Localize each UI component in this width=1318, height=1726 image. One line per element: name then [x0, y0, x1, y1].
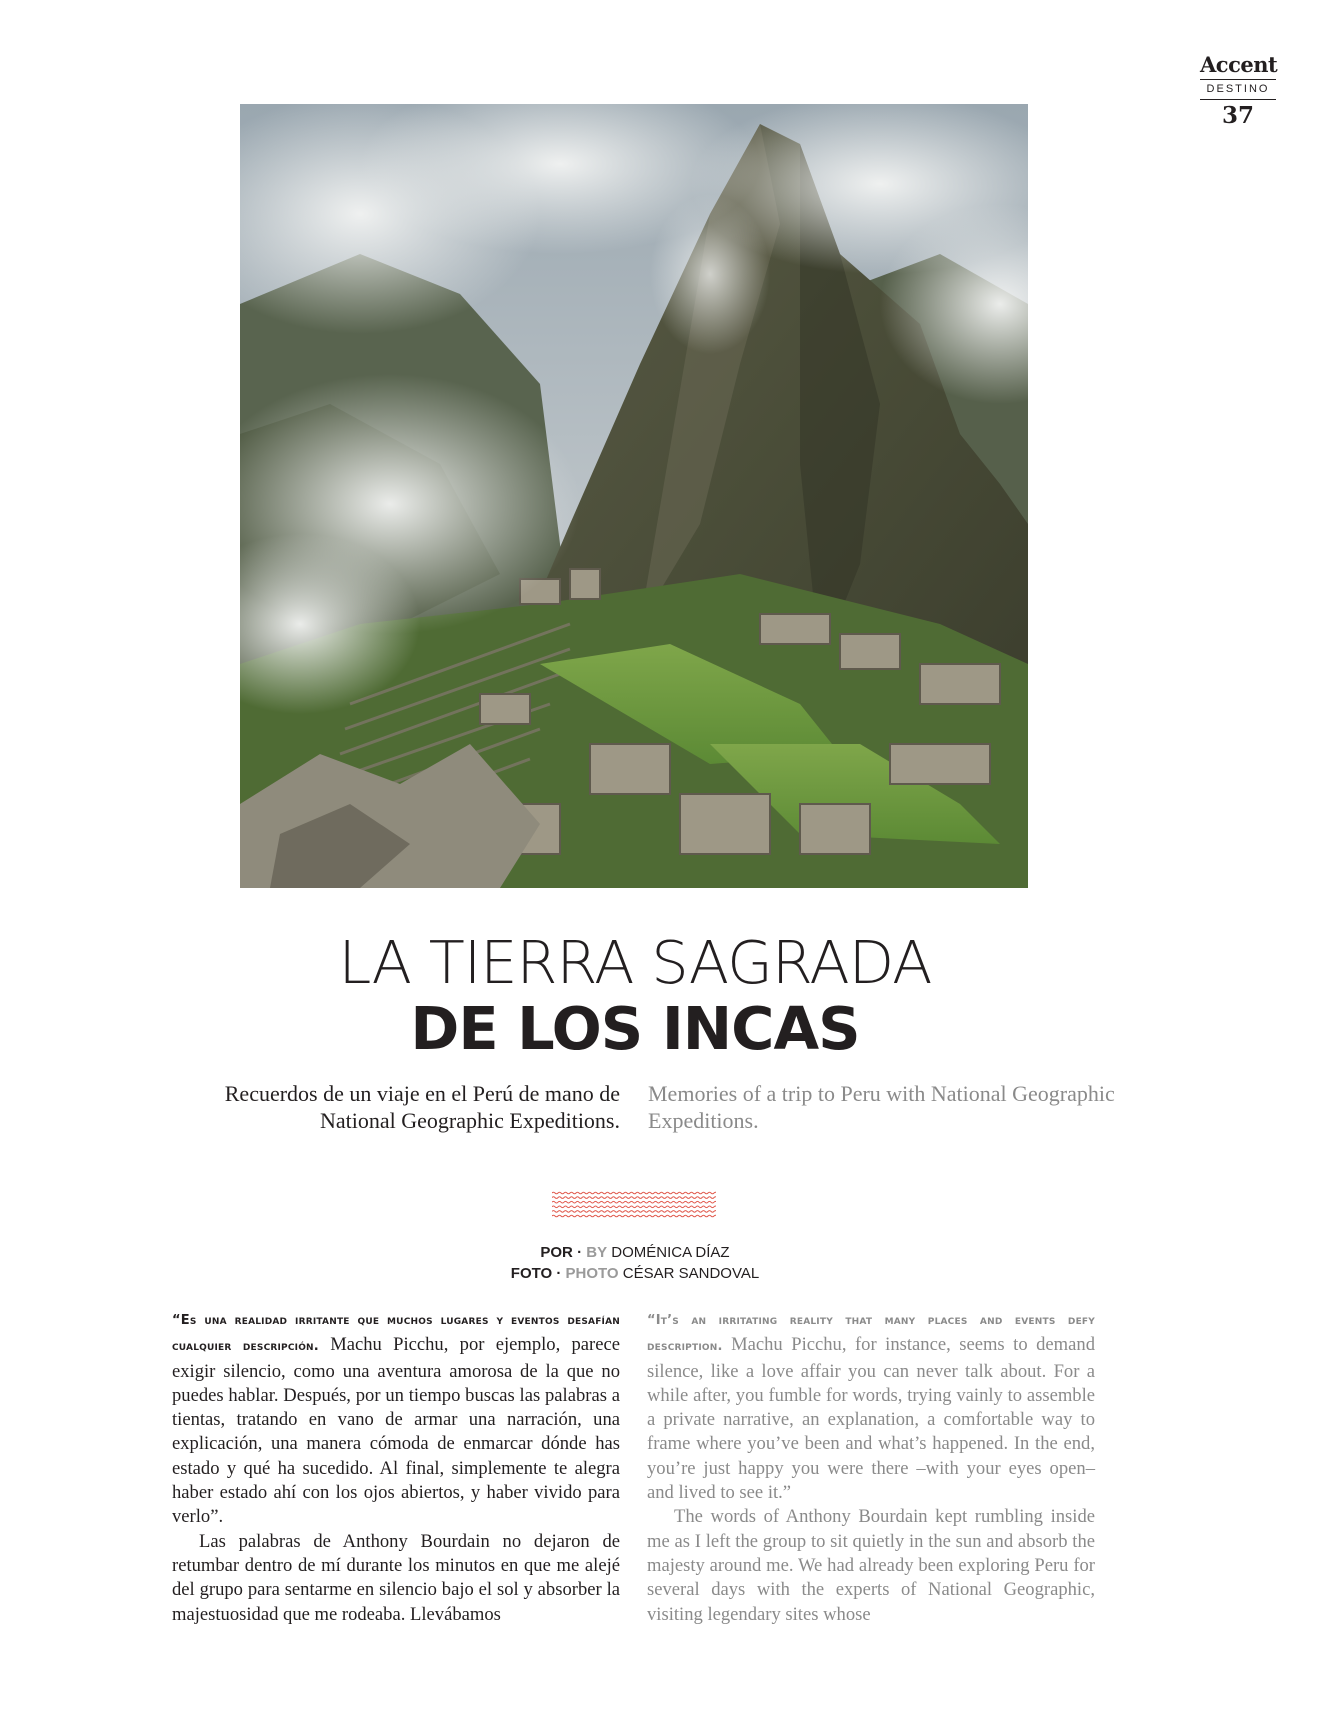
- separator: ·: [556, 1265, 562, 1282]
- credits: [0, 1242, 1270, 1284]
- author-name: DOMÉNICA DÍAZ: [611, 1244, 730, 1261]
- masthead: [1200, 52, 1276, 131]
- wave-line: [552, 1215, 716, 1217]
- paragraph: [647, 1307, 1095, 1505]
- title-line-2: DE LOS INCAS: [410, 994, 860, 1063]
- paragraph: The words of Anthony Bourdain kept rumbling inside me as I left the group to sit quietly in the sun and absorb the majesty around me. We had already been exploring Peru for several days with the experts of National Geographic, visiting legendary sites whose: [647, 1506, 1095, 1625]
- body-column-spanish: [172, 1307, 620, 1627]
- article-title: [0, 930, 1270, 1062]
- wave-line: [552, 1211, 716, 1213]
- wave-line: [552, 1206, 716, 1208]
- wave-line: [552, 1197, 716, 1199]
- hero-photo: [240, 104, 1028, 888]
- subtitle-english: Memories of a trip to Peru with National Geographic Expeditions.: [648, 1081, 1115, 1133]
- masthead-rule: [1200, 79, 1276, 80]
- photographer-name: CÉSAR SANDOVAL: [622, 1265, 760, 1282]
- wave-line: [552, 1201, 716, 1203]
- paragraph-text: Machu Picchu, for instance, seems to demand silence, like a love affair you can never talk about. For a while after, you fumble for words, trying vainly to assemble a private narrative, an explanation, a comfortable way to frame where you’ve been and what’s happened. In the end, you’re just happy you were there –with your eyes open– and lived to see it.”: [647, 1334, 1095, 1504]
- body-column-english: [647, 1307, 1095, 1627]
- by-label-en: BY: [586, 1244, 608, 1261]
- wave-ornament: [552, 1190, 716, 1220]
- photo-label-es: FOTO: [510, 1265, 553, 1282]
- title-line-1: LA TIERRA SAGRADA: [338, 928, 932, 997]
- lead-in: “It’s an irritating reality that many places and events defy description.: [647, 1313, 1095, 1355]
- machu-picchu-photo: [240, 104, 1028, 888]
- section-label: DESTINO: [1206, 83, 1270, 95]
- by-label-es: POR: [540, 1244, 573, 1261]
- photo-credit: [0, 1263, 1270, 1284]
- photo-label-en: PHOTO: [565, 1265, 619, 1282]
- paragraph: [172, 1307, 620, 1530]
- paragraph-text: Machu Picchu, por ejemplo, parece exigir silencio, como una aventura amorosa de la que no puedes hablar. Después, por un tiempo buscas las palabras a tientas, tratando en vano de armar una narración, una explicación, una manera cómoda de enmarcar dónde has estado y qué ha sucedido. Al final, simplemente te alegra haber estado ahí con los ojos abiertos, y haber vivido para verlo”.: [172, 1334, 621, 1528]
- masthead-rule: [1200, 99, 1276, 100]
- author-credit: [0, 1242, 1270, 1263]
- paragraph: Las palabras de Anthony Bourdain no dejaron de retumbar dentro de mí durante los minutos en que me alejé del grupo para sentarme en silencio bajo el sol y absorber la majestuosidad que me rodeaba. Llevábamos: [172, 1530, 620, 1625]
- lead-in: “Es una realidad irritante que muchos lugares y eventos desafían cualquier descripción.: [172, 1313, 620, 1355]
- subtitle-spanish: Recuerdos de un viaje en el Perú de mano de National Geographic Expeditions.: [224, 1081, 620, 1133]
- wave-line: [552, 1192, 716, 1194]
- brand-logo: Accent: [1200, 52, 1278, 77]
- separator: ·: [577, 1244, 583, 1261]
- page-number: 37: [1221, 102, 1254, 129]
